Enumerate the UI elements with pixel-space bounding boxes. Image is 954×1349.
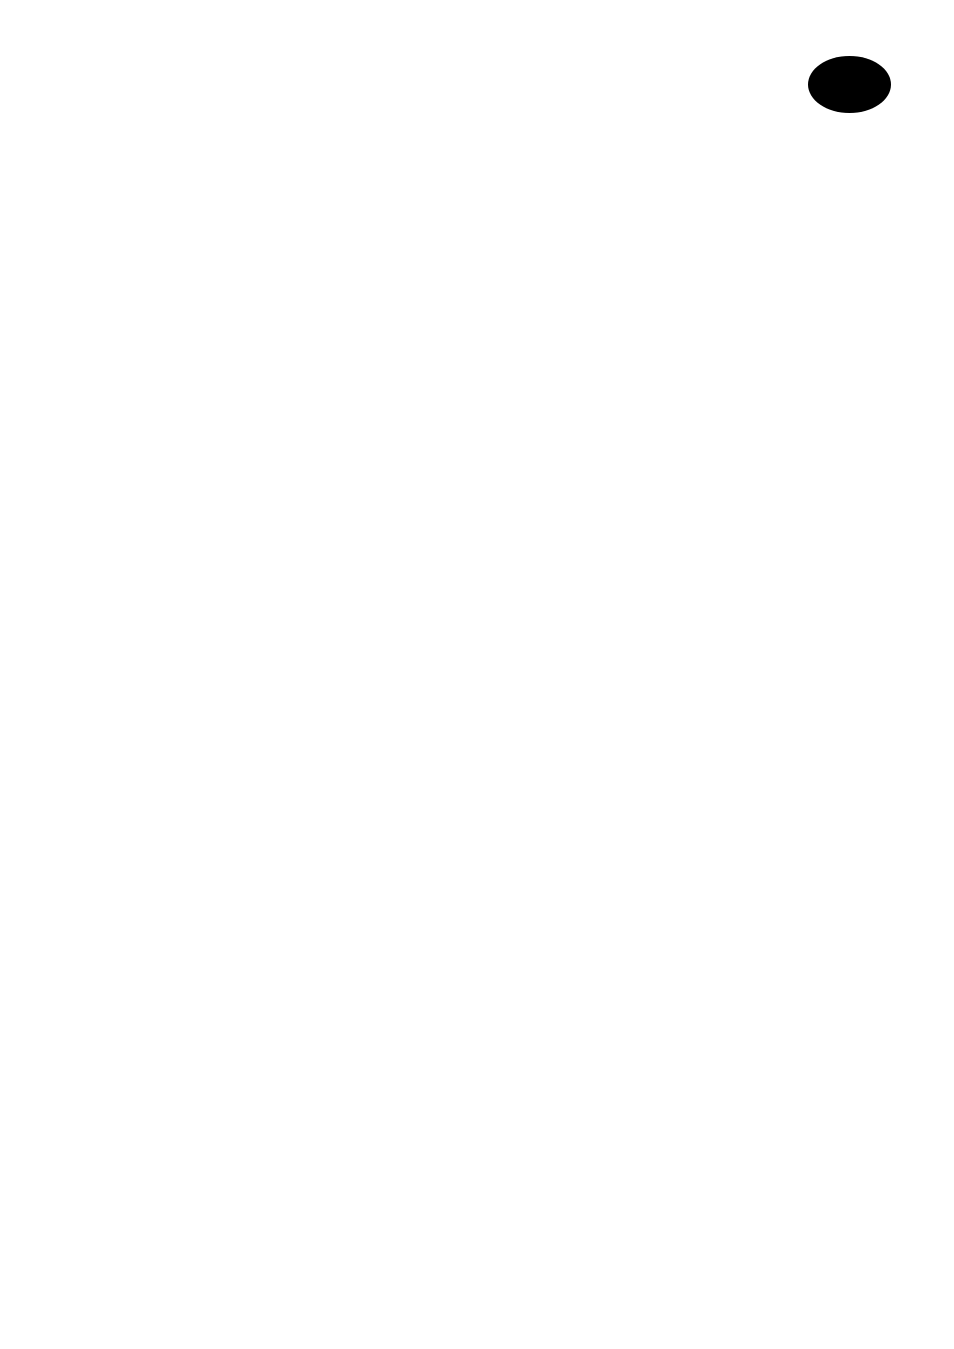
side-tab-marker xyxy=(808,56,891,113)
